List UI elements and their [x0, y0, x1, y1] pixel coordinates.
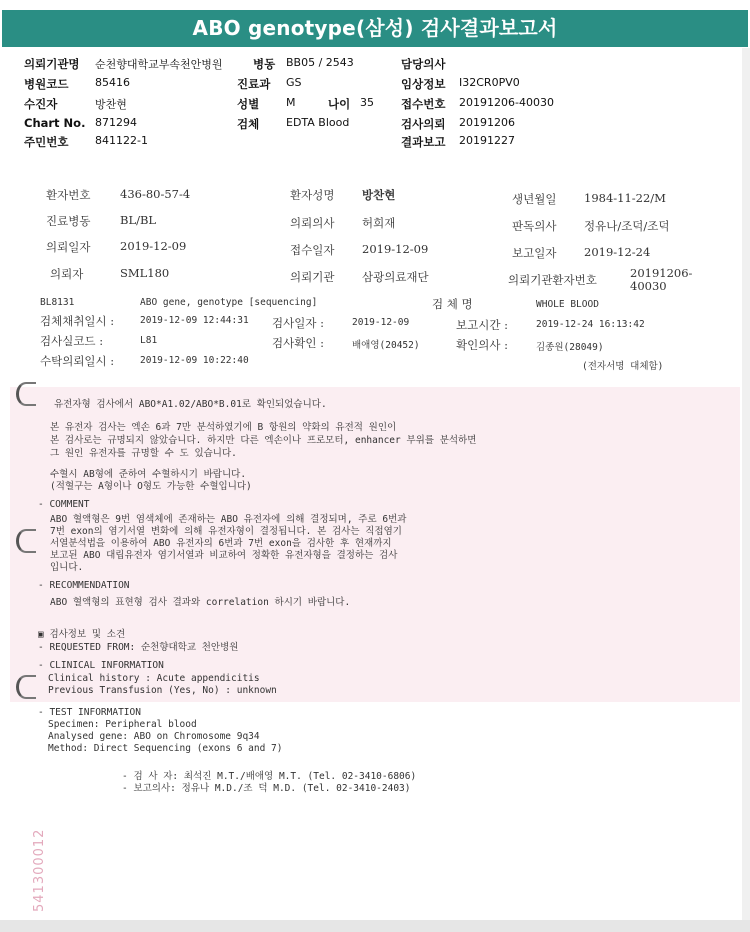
binder-hole-mark	[16, 675, 36, 699]
signature-line: - 보고의사: 정유나 M.D./조 덕 M.D. (Tel. 02-3410-2403)	[122, 783, 411, 794]
clinical-heading: - CLINICAL INFORMATION	[38, 660, 164, 671]
report-time-value: 2019-12-24 16:13:42	[536, 319, 645, 330]
test-name: ABO gene, genotype [sequencing]	[140, 297, 318, 308]
report-title: ABO genotype(삼성) 검사결과보고서	[2, 10, 748, 47]
specimen-label-2: 검 체 명	[432, 297, 473, 311]
test-date-value: 2019-12-09	[352, 317, 410, 328]
room-code-value: L81	[140, 335, 158, 346]
clinical-line: Previous Transfusion (Yes, No) : unknown	[48, 685, 277, 696]
rrn-value: 841122-1	[95, 134, 148, 147]
comment-line: 입니다.	[50, 562, 84, 573]
doctor-label: 담당의사	[401, 57, 446, 71]
sex-label: 성별	[237, 97, 260, 111]
test-info-line: Analysed gene: ABO on Chromosome 9q34	[48, 731, 260, 742]
sex-value: M	[286, 96, 296, 109]
comment-line: ABO 혈액형은 9번 염색체에 존재하는 ABO 유전자에 의해 결정되며, 주로 6번과	[50, 514, 407, 525]
clinical-info-label: 임상정보	[401, 77, 446, 91]
confirm-value: 배애영(20452)	[352, 340, 420, 351]
req-doctor-label: 의뢰의사	[290, 216, 335, 230]
section-heading: ▣ 검사정보 및 소견	[38, 629, 126, 640]
confirm-doctor-label: 확인의사 :	[456, 338, 508, 352]
rrn-label: 주민번호	[24, 135, 69, 149]
request-label: 검사의뢰	[401, 117, 446, 131]
requester-label: 의뢰자	[50, 267, 84, 281]
patient-label: 수진자	[24, 97, 58, 111]
comment-line: 7번 exon의 염기서열 변화에 의해 유전자형이 결정됩니다. 본 검사는 직접염기	[50, 526, 402, 537]
test-code: BL8131	[40, 297, 75, 308]
body-line: 그 원인 유전자를 규명할 수 도 있습니다.	[50, 448, 237, 459]
receipt-date-value: 2019-12-09	[362, 242, 429, 256]
req-inst-patient-label: 의뢰기관환자번호	[508, 273, 597, 287]
consign-label: 수탁의뢰일시 :	[40, 354, 115, 368]
req-date-value: 2019-12-09	[120, 239, 187, 253]
binder-hole-mark	[16, 529, 36, 553]
patient-name-label: 환자성명	[290, 188, 335, 202]
report-date-label: 결과보고	[401, 135, 446, 149]
body-line: 본 유전자 검사는 엑손 6과 7만 분석하였기에 B 항원의 약화의 유전적 원인이	[50, 422, 397, 433]
right-edge	[742, 48, 750, 920]
side-serial-number: 541300012	[32, 828, 47, 912]
patient-name-value: 방찬현	[362, 188, 396, 202]
collect-label: 검체채취일시 :	[40, 314, 115, 328]
patient-no-value: 436-80-57-4	[120, 187, 191, 201]
req-inst-value: 삼광의료재단	[362, 270, 429, 284]
age-label: 나이	[328, 97, 351, 111]
report-date-value: 20191227	[459, 134, 515, 147]
requester-value: SML180	[120, 266, 170, 280]
birth-label: 생년월일	[512, 192, 557, 206]
binder-hole-mark	[16, 382, 36, 406]
result-line: 유전자형 검사에서 ABO*A1.02/ABO*B.01로 확인되었습니다.	[54, 399, 327, 410]
test-date-label: 검사일자 :	[272, 316, 324, 330]
request-value: 20191206	[459, 116, 515, 129]
req-date-label: 의뢰일자	[46, 240, 91, 254]
test-info-line: Method: Direct Sequencing (exons 6 and 7)	[48, 743, 283, 754]
ward-value-2: BL/BL	[120, 213, 157, 227]
dept-value: GS	[286, 76, 302, 89]
specimen-value: EDTA Blood	[286, 116, 350, 129]
confirm-label: 검사확인 :	[272, 336, 324, 350]
hospital-value: 순천향대학교부속천안병원	[95, 58, 223, 71]
recommendation-heading: - RECOMMENDATION	[38, 580, 130, 591]
hospital-label: 의뢰기관명	[24, 57, 80, 71]
report-time-label: 보고시간 :	[456, 318, 508, 332]
consign-value: 2019-12-09 10:22:40	[140, 355, 249, 366]
age-value: 35	[360, 96, 374, 109]
e-sign-note: (전자서명 대체함)	[582, 361, 664, 372]
req-inst-patient-value-1: 20191206-	[630, 266, 693, 280]
chart-value: 871294	[95, 116, 137, 129]
req-inst-patient-value-2: 40030	[630, 279, 667, 293]
recommendation-line: ABO 혈액형의 표현형 검사 결과와 correlation 하시기 바랍니다.	[50, 597, 351, 608]
accession-label: 접수번호	[401, 97, 446, 111]
body-line: (적혈구는 A형이나 O형도 가능한 수혈입니다)	[50, 481, 252, 492]
signature-line: - 검 사 자: 최석진 M.T./배애영 M.T. (Tel. 02-3410-6806)	[122, 771, 417, 782]
confirm-doctor-value: 김종원(28049)	[536, 342, 604, 353]
accession-value: 20191206-40030	[459, 96, 554, 109]
patient-value: 방찬현	[95, 98, 127, 111]
report-date-label-2: 보고일자	[512, 246, 557, 260]
test-info-heading: - TEST INFORMATION	[38, 707, 141, 718]
room-code-label: 검사실코드 :	[40, 334, 104, 348]
req-doctor-value: 허희재	[362, 216, 396, 230]
requested-from: - REQUESTED FROM: 순천향대학교 천안병원	[38, 642, 239, 653]
hospital-code-value: 85416	[95, 76, 130, 89]
req-inst-label: 의뢰기관	[290, 270, 335, 284]
body-line: 수혈시 AB형에 준하여 수혈하시기 바랍니다.	[50, 469, 247, 480]
test-info-line: Specimen: Peripheral blood	[48, 719, 197, 730]
hospital-code-label: 병원코드	[24, 77, 69, 91]
chart-label: Chart No.	[24, 116, 86, 130]
ward-label-2: 진료병동	[46, 214, 91, 228]
specimen-value-2: WHOLE BLOOD	[536, 299, 599, 310]
dept-label: 진료과	[237, 77, 271, 91]
reading-doctor-value: 정유나/조덕/조덕	[584, 219, 670, 233]
birth-value: 1984-11-22/M	[584, 191, 666, 205]
receipt-date-label: 접수일자	[290, 243, 335, 257]
clinical-info-value: I32CR0PV0	[459, 76, 520, 89]
specimen-label: 검체	[237, 117, 260, 131]
comment-line: 서열분석법을 이용하여 ABO 유전자의 6번과 7번 exon을 검사한 후 현재까지	[50, 538, 392, 549]
pink-background	[10, 387, 740, 702]
body-line: 본 검사로는 규명되지 않았습니다. 하지만 다른 엑손이나 프로모터, enhancer 부위를 분석하면	[50, 435, 477, 446]
ward-value: BB05 / 2543	[286, 56, 354, 69]
comment-heading: - COMMENT	[38, 499, 90, 510]
bottom-strip	[0, 920, 750, 932]
reading-doctor-label: 판독의사	[512, 219, 557, 233]
report-date-value-2: 2019-12-24	[584, 245, 651, 259]
clinical-line: Clinical history : Acute appendicitis	[48, 673, 260, 684]
comment-line: 보고된 ABO 대립유전자 염기서열과 비교하여 정확한 유전자형을 결정하는 검사	[50, 550, 398, 561]
ward-label: 병동	[253, 57, 276, 71]
collect-value: 2019-12-09 12:44:31	[140, 315, 249, 326]
patient-no-label: 환자번호	[46, 188, 91, 202]
